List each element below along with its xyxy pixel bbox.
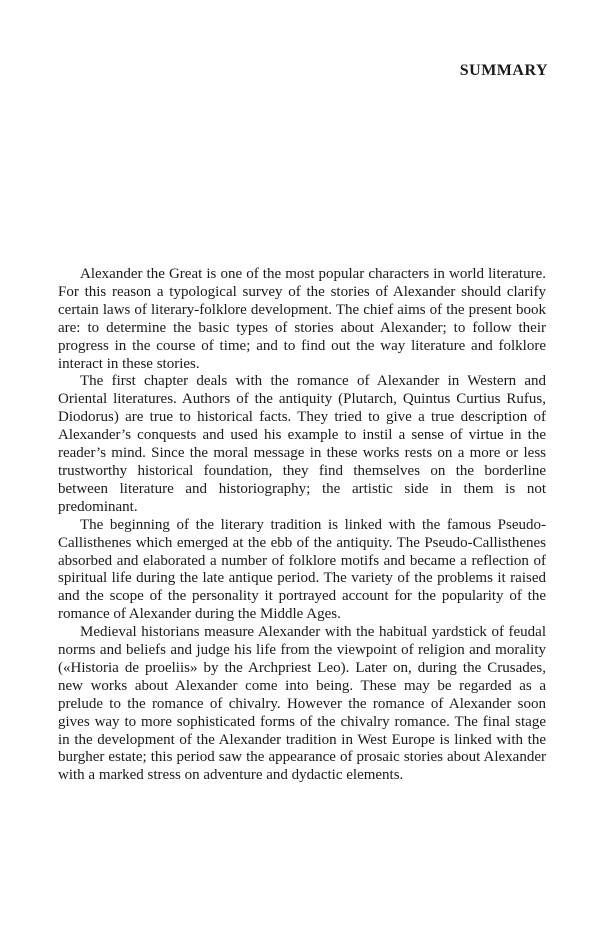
paragraph-literary-tradition: The beginning of the literary tradition is linked with the famous Pseudo-Callisthenes which emerged at the ebb of the antiquity. The Pseudo-Callisthenes absorbed and elaborated a number of folklore motifs and became a reflection of spiritual life during the late antique period. The variety of the problems it raised and the scope of the personality it portrayed account for the popularity of the romance of Alexander during the Middle Ages. (58, 516, 546, 623)
paragraph-medieval-historians: Medieval historians measure Alexander with the habitual yardstick of feudal norms and beliefs and judge his life from the viewpoint of religion and morality («Historia de proeliis» by the Archpriest Leo). Later on, during the Crusades, new works about Alexander come into being. These may be regarded as a prelude to the romance of chivalry. However the romance of Alexander soon gives way to more sophisticated forms of the chivalry romance. The final stage in the development of the Alexander tradition in West Europe is linked with the burgher estate; this period saw the appearance of prosaic stories about Alexander with a marked stress on adventure and dydactic elements. (58, 624, 546, 784)
body-text (58, 266, 546, 785)
page-title: SUMMARY (459, 62, 548, 79)
paragraph-first-chapter: The first chapter deals with the romance of Alexander in Western and Oriental literatures. Authors of the antiquity (Plutarch, Quintus Curtius Rufus, Diodorus) are true to historical facts. They tried to give a true description of Alexander’s conquests and used his example to instil a sense of virtue in the reader’s mind. Since the moral message in these works rests on a more or less trustworthy historical foundation, they find themselves on the borderline between literature and historiography; the artistic side in them is not predominant. (58, 373, 546, 515)
paragraph-intro: Alexander the Great is one of the most popular characters in world literature. For this reason a typological survey of the stories of Alexander should clarify certain laws of literary-folklore development. The chief aims of the present book are: to determine the basic types of stories about Alexander; to follow their progress in the course of time; and to find out the way literature and folklore interact in these stories. (58, 266, 546, 372)
